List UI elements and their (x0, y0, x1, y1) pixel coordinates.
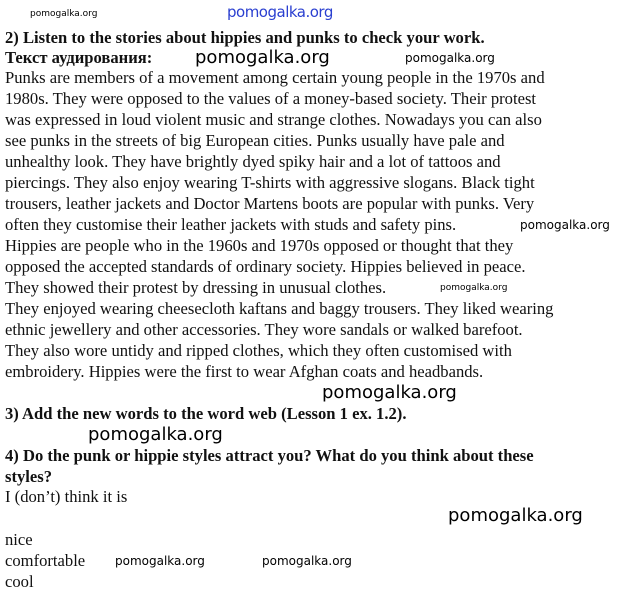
text-line: piercings. They also enjoy wearing T-shirts with aggressive slogans. Black tight (5, 173, 535, 192)
task4-title: 4) Do the punk or hippie styles attract you? What do you think about these (5, 446, 534, 465)
answer-item: comfortable (5, 551, 86, 570)
watermark: pomogalka.org (115, 554, 205, 568)
text-line: They showed their protest by dressing in unusual clothes. (5, 278, 387, 297)
text-line: opposed the accepted standards of ordinary society. Hippies believed in peace. (5, 257, 526, 276)
watermark: pomogalka.org (322, 382, 457, 403)
watermark: pomogalka.org (227, 3, 333, 21)
text-line: 1980s. They were opposed to the values of a money-based society. Their protest (5, 89, 537, 108)
text-line: embroidery. Hippies were the first to wear Afghan coats and headbands. (5, 362, 484, 381)
task4-prompt: I (don’t) think it is (5, 487, 128, 506)
text-line: often they customise their leather jackets with studs and safety pins. (5, 215, 457, 234)
task2-title: 2) Listen to the stories about hippies and punks to check your work. (5, 28, 485, 47)
task3-title: 3) Add the new words to the word web (Lesson 1 ex. 1.2). (5, 404, 407, 423)
text-line: Punks are members of a movement among certain young people in the 1970s and (5, 68, 545, 87)
text-line: They enjoyed wearing cheesecloth kaftans and baggy trousers. They liked wearing (5, 299, 554, 318)
text-line: Hippies are people who in the 1960s and 1970s opposed or thought that they (5, 236, 514, 255)
watermark: pomogalka.org (448, 505, 583, 526)
watermark: pomogalka.org (520, 218, 610, 232)
text-line: unhealthy look. They have brightly dyed spiky hair and a lot of tattoos and (5, 152, 501, 171)
text-line: They also wore untidy and ripped clothes, which they often customised with (5, 341, 512, 360)
watermark: pomogalka.org (195, 47, 330, 68)
answer-item: cool (5, 572, 34, 591)
text-line: see punks in the streets of big European cities. Punks usually have pale and (5, 131, 505, 150)
watermark: pomogalka.org (405, 51, 495, 65)
watermark: pomogalka.org (262, 554, 352, 568)
answer-item: nice (5, 530, 33, 549)
watermark: pomogalka.org (88, 424, 223, 445)
watermark: pomogalka.org (440, 283, 508, 293)
task4-title-cont: styles? (5, 467, 53, 486)
text-line: ethnic jewellery and other accessories. They wore sandals or walked barefoot. (5, 320, 523, 339)
watermark: pomogalka.org (30, 9, 98, 19)
task2-subtitle: Текст аудирования: (5, 48, 153, 67)
text-line: was expressed in loud violent music and strange clothes. Nowadays you can also (5, 110, 542, 129)
text-line: trousers, leather jackets and Doctor Martens boots are popular with punks. Very (5, 194, 535, 213)
